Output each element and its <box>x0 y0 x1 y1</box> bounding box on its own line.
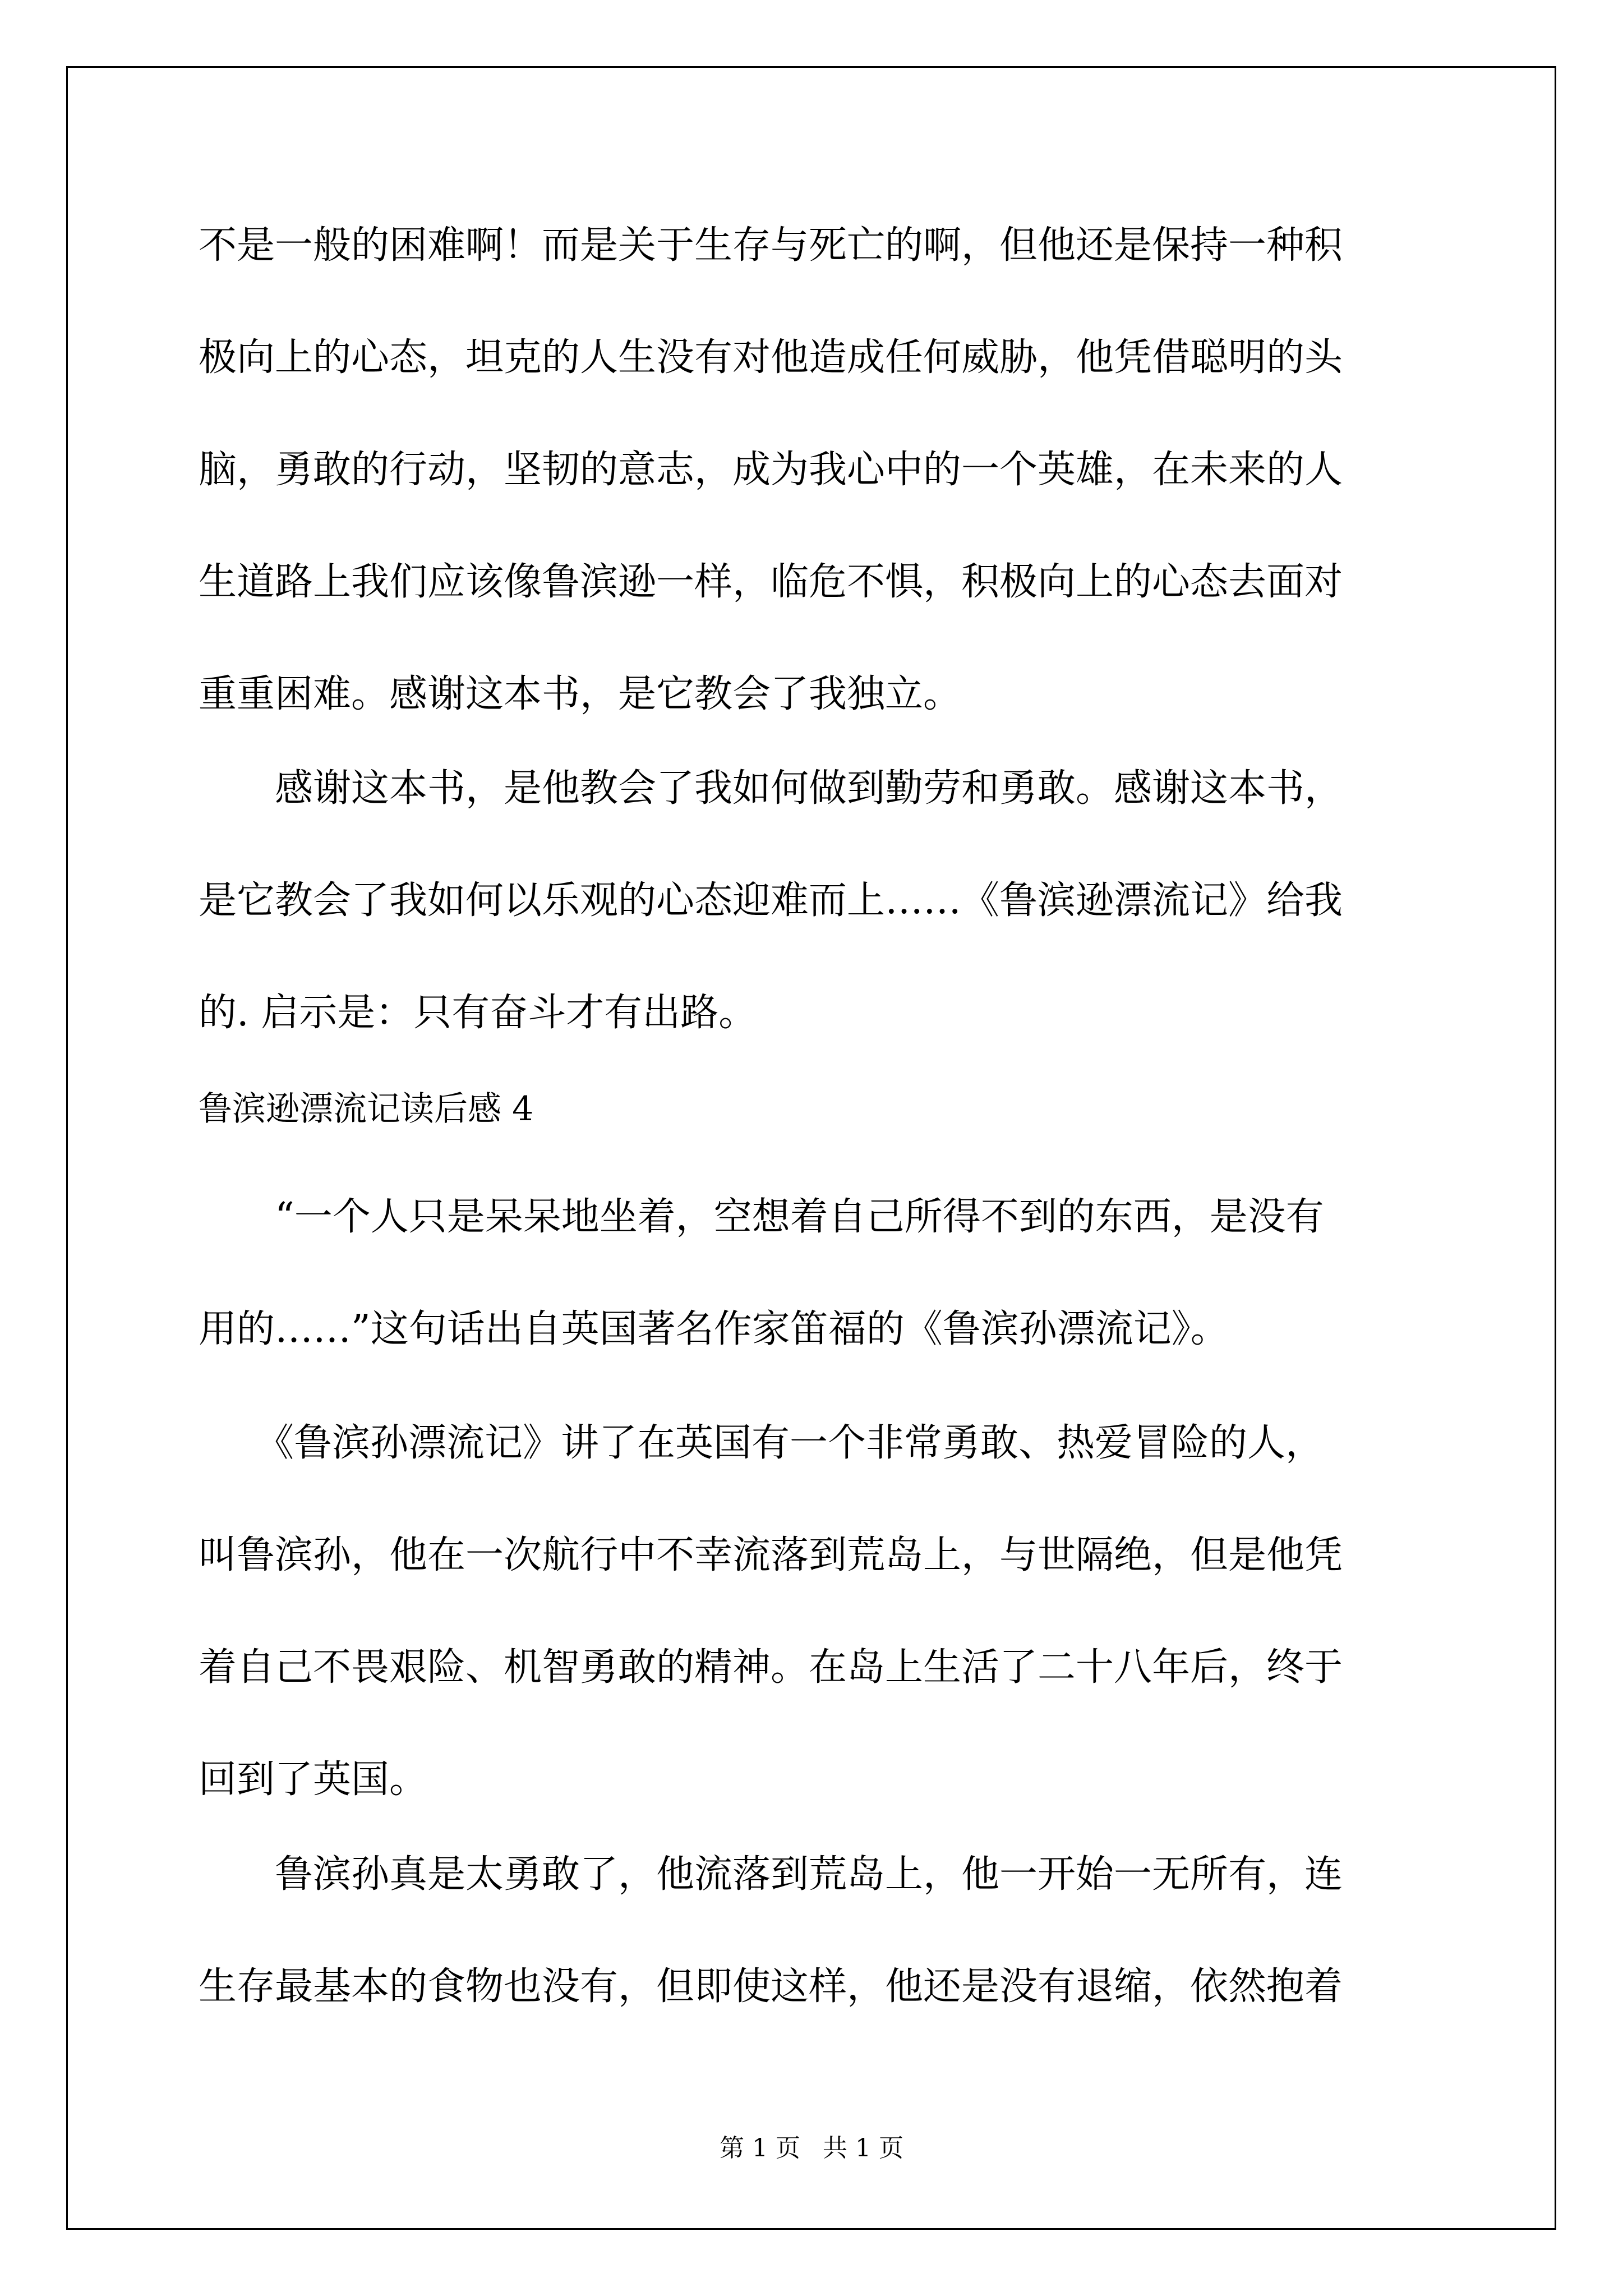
page-total: 共 1 页 <box>823 2134 903 2162</box>
text-line: 生道路上我们应该像鲁滨逊一样，临危不惧，积极向上的心态去面对 <box>199 560 1343 604</box>
section-heading: 鲁滨逊漂流记读后感 4 <box>199 1089 534 1129</box>
text-line: 鲁滨孙真是太勇敢了，他流落到荒岛上，他一开始一无所有，连 <box>199 1852 1343 1897</box>
text-line: 着自己不畏艰险、机智勇敢的精神。在岛上生活了二十八年后，终于 <box>199 1645 1343 1690</box>
text-line: 回到了英国。 <box>199 1757 428 1802</box>
text-line: 用的……”这句话出自英国著名作家笛福的《鲁滨孙漂流记》。 <box>199 1307 1229 1351</box>
text-line: 生存最基本的食物也没有，但即使这样，他还是没有退缩，依然抱着 <box>199 1964 1343 2009</box>
page-number: 第 1 页 <box>720 2134 800 2162</box>
page-border <box>66 66 1556 2230</box>
text-line: 是它教会了我如何以乐观的心态迎难而上……《鲁滨逊漂流记》给我 <box>199 878 1343 923</box>
text-line: 《鲁滨孙漂流记》讲了在英国有一个非常勇敢、热爱冒险的人， <box>199 1421 1324 1465</box>
text-line: 的. 启示是：只有奋斗才有出路。 <box>199 991 757 1035</box>
text-line: 脑，勇敢的行动，坚韧的意志，成为我心中的一个英雄，在未来的人 <box>199 448 1343 492</box>
page-footer <box>0 2136 1623 2161</box>
text-line: 感谢这本书，是他教会了我如何做到勤劳和勇敢。感谢这本书， <box>199 766 1343 811</box>
text-line: “一个人只是呆呆地坐着，空想着自己所得不到的东西，是没有 <box>199 1195 1324 1239</box>
text-line: 叫鲁滨孙，他在一次航行中不幸流落到荒岛上，与世隔绝，但是他凭 <box>199 1533 1343 1577</box>
text-line: 不是一般的困难啊！而是关于生存与死亡的啊，但他还是保持一种积 <box>199 223 1343 268</box>
text-line: 重重困难。感谢这本书，是它教会了我独立。 <box>199 672 962 716</box>
text-line: 极向上的心态，坦克的人生没有对他造成任何威胁，他凭借聪明的头 <box>199 335 1343 380</box>
